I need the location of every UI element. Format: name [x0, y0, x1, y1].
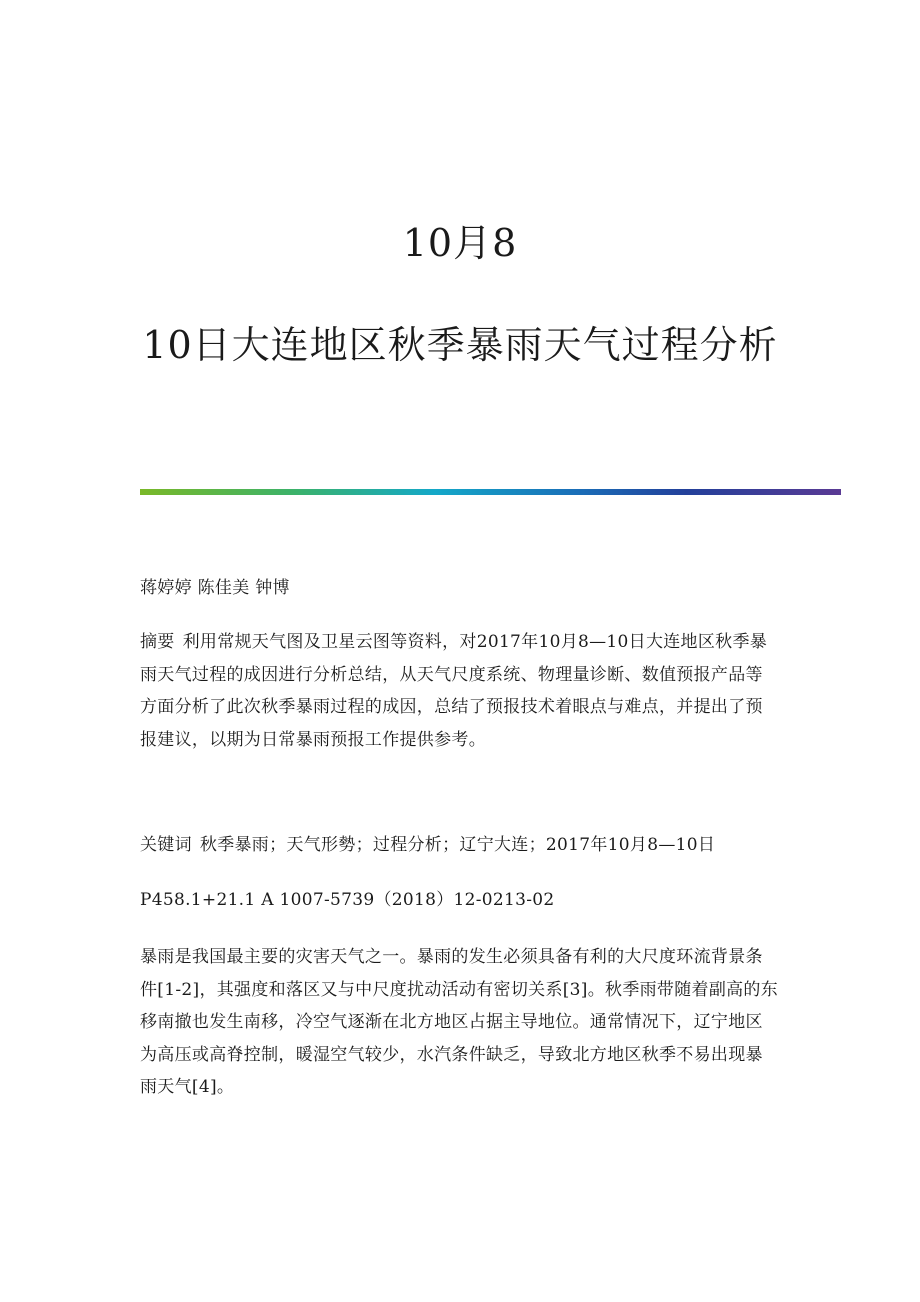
keywords-line — [140, 829, 780, 861]
abstract-label: 摘要 — [140, 632, 175, 652]
intro-paragraph: 暴雨是我国最主要的灾害天气之一。暴雨的发生必须具备有利的大尺度环流背景条件[1-2]，其强度和落区又与中尺度扰动活动有密切关系[3]。秋季雨带随着副高的东移南撤也发生南移，冷空气逐渐在北方地区占据主导地位。通常情况下，辽宁地区为高压或高脊控制，暖湿空气较少，水汽条件缺乏，导致北方地区秋季不易出现暴雨天气[4]。 — [140, 947, 779, 1097]
page-title-line-2: 10日大连地区秋季暴雨天气过程分析 — [142, 323, 778, 367]
keywords-text: 秋季暴雨；天气形勢；过程分析；辽宁大连；2017年10月8—10日 — [199, 835, 716, 855]
title-divider-bar — [140, 489, 841, 495]
classification-line: P458.1+21.1 A 1007-5739（2018）12-0213-02 — [140, 890, 555, 910]
abstract-text: 利用常规天气图及卫星云图等资料，对2017年10月8—10日大连地区秋季暴雨天气过程的成因进行分析总结，从天气尺度系统、物理量诊断、数值预报产品等方面分析了此次秋季暴雨过程的成因，总结了预报技术着眼点与难点，并提出了预报建议，以期为日常暴雨预报工作提供参考。 — [140, 632, 768, 750]
page-title-line-1: 10月8 — [402, 221, 518, 265]
authors: 蒋婷婷 陈佳美 钟博 — [140, 578, 290, 598]
keywords-label: 关键词 — [140, 835, 192, 855]
abstract-paragraph — [140, 626, 780, 756]
